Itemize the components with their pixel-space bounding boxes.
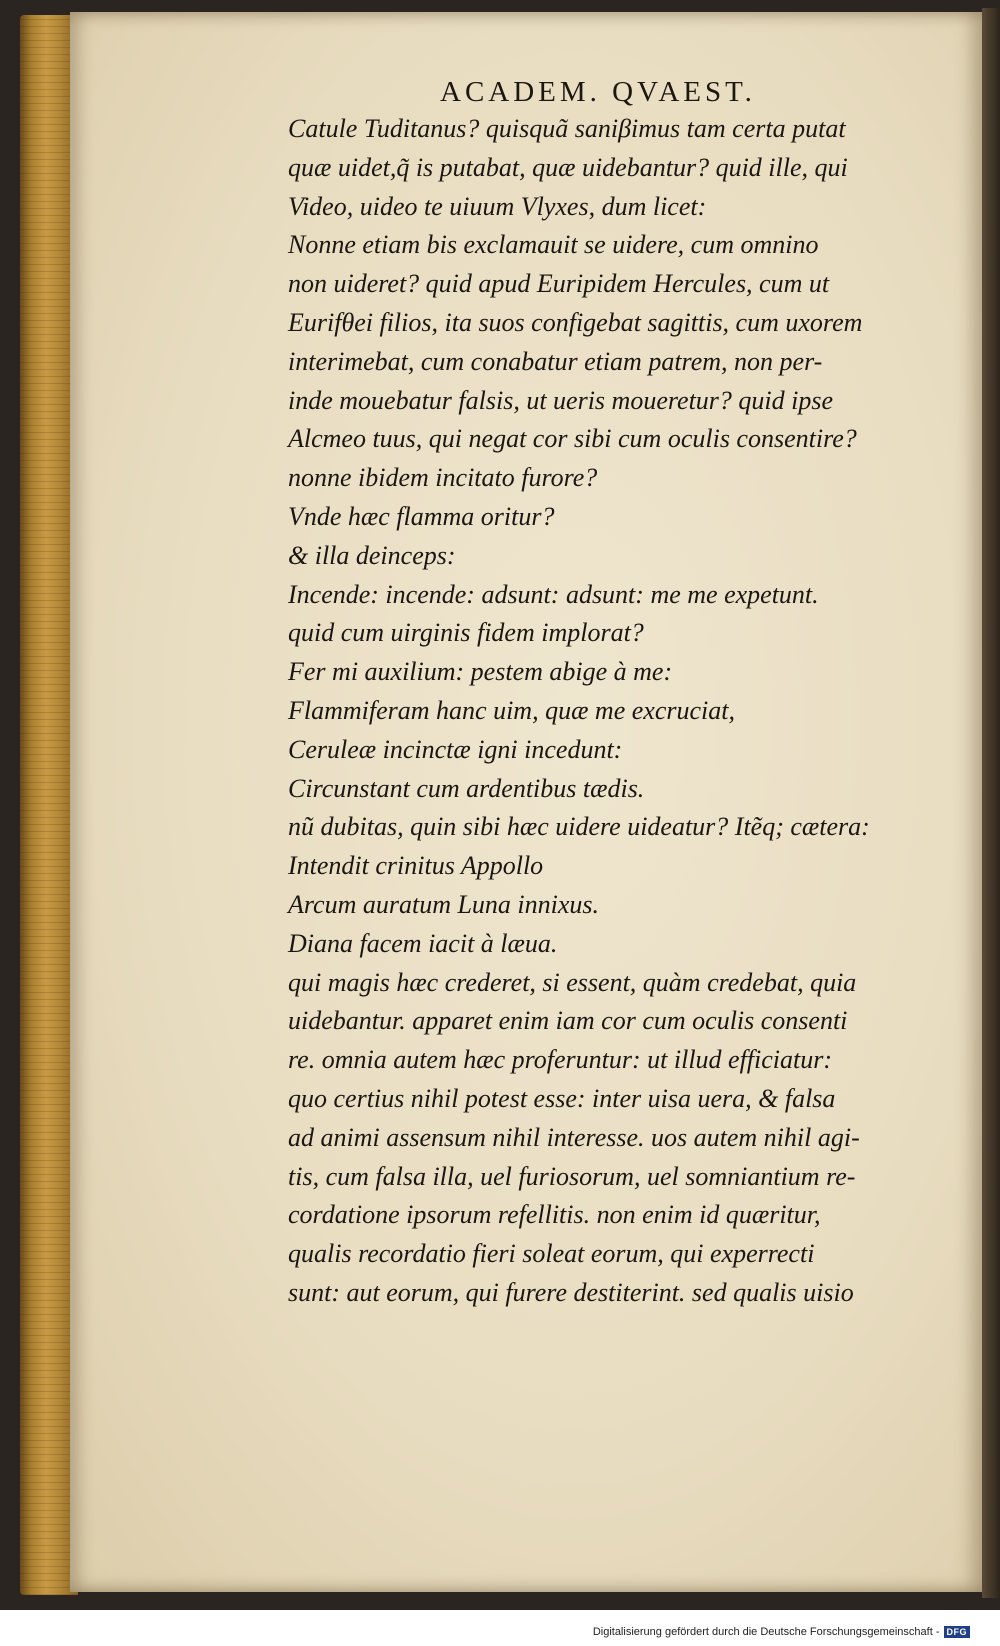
text-line: Arcum auratum Luna innixus.	[288, 889, 600, 919]
text-line: Video, uideo te uiuum Vlyxes, dum licet:	[288, 191, 707, 221]
text-line: nũ dubitas, quin sibi hæc uidere uideatur? Itẽq; cætera:	[288, 812, 870, 842]
text-line: Incende: incende: adsunt: adsunt: me me expetunt.	[288, 579, 819, 609]
text-line: re. omnia autem hæc proferuntur: ut illud efficiatur:	[288, 1045, 833, 1075]
digitization-credit	[593, 1626, 970, 1638]
dfg-logo: DFG	[944, 1626, 971, 1638]
body-text	[288, 110, 948, 1313]
text-line: inde mouebatur falsis, ut ueris moueretur? quid ipse	[288, 385, 834, 415]
text-line: quo certius nihil potest esse: inter uisa uera, & falsa	[288, 1083, 836, 1113]
text-line: & illa deinceps:	[288, 540, 456, 570]
text-line: nonne ibidem incitato furore?	[288, 463, 598, 493]
text-line: qui magis hæc crederet, si essent, quàm credebat, quia	[288, 967, 857, 997]
text-line: Catule Tuditanus? quisquã saniβimus tam certa putat	[288, 114, 846, 143]
text-line: Flammiferam hanc uim, quæ me excruciat,	[288, 695, 735, 725]
text-line: interimebat, cum conabatur etiam patrem, non per-	[288, 346, 823, 376]
text-line: Ceruleæ incinctæ igni incedunt:	[288, 734, 623, 764]
text-line: qualis recordatio fieri soleat eorum, qui experrecti	[288, 1239, 815, 1269]
text-line: Alcmeo tuus, qui negat cor sibi cum oculis consentire?	[288, 424, 857, 454]
book-gutter-edge	[982, 8, 1000, 1598]
text-line: uidebantur. apparet enim iam cor cum oculis consenti	[288, 1006, 848, 1036]
text-line: Circunstant cum ardentibus tædis.	[288, 773, 645, 803]
credit-text: Digitalisierung gefördert durch die Deutsche Forschungsgemeinschaft -	[592, 1626, 940, 1638]
text-line: Vnde hæc flamma oritur?	[288, 501, 555, 531]
text-line: sunt: aut eorum, qui furere destiterint. sed qualis uisio	[288, 1277, 854, 1307]
text-line: Fer mi auxilium: pestem abige à me:	[288, 657, 673, 687]
text-line: quid cum uirginis fidem implorat?	[288, 618, 644, 648]
text-line: Eurifθei filios, ita suos configebat sagittis, cum uxorem	[288, 307, 863, 337]
text-line: Diana facem iacit à læua.	[288, 928, 558, 958]
text-line: quæ uidet,q̃ is putabat, quæ uidebantur? quid ille, qui	[288, 152, 848, 182]
text-line: cordatione ipsorum refellitis. non enim id quæritur,	[288, 1200, 821, 1230]
text-line: ad animi assensum nihil interesse. uos autem nihil agi-	[288, 1122, 860, 1152]
text-line: Intendit crinitus Appollo	[288, 851, 544, 881]
running-head: ACADEM. QVAEST.	[440, 76, 756, 108]
text-line: non uideret? quid apud Euripidem Hercules, cum ut	[288, 269, 830, 299]
text-line: Nonne etiam bis exclamauit se uidere, cum omnino	[288, 230, 819, 260]
text-line: tis, cum falsa illa, uel furiosorum, uel somniantium re-	[288, 1161, 856, 1191]
